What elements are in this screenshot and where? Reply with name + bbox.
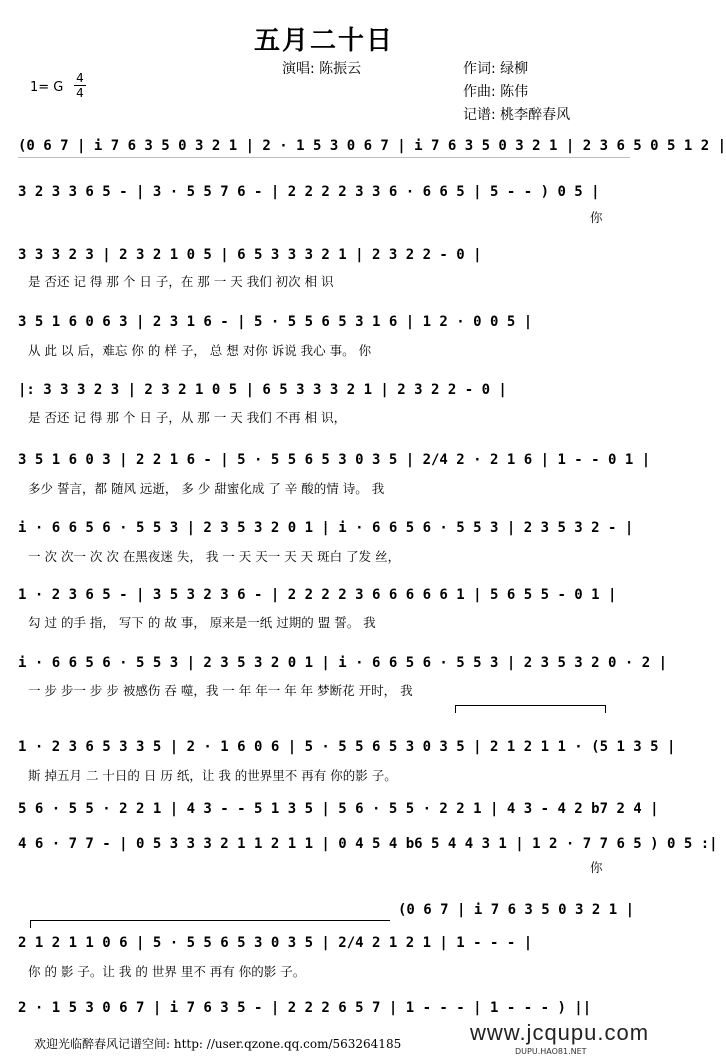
footer-text: 欢迎光临醉春风记谱空间: http: //user.qzone.qq.com/563264185 [34,1037,402,1051]
lyricist-credit: 作词: 绿柳 [463,61,529,77]
notation-row-15: 2 · 1 5 3 0 6 7 | i 7 6 3 5 - | 2 2 2 6 5 7 | 1 - - - | 1 - - - ) || [18,1000,592,1016]
notation-row-4: 3 5 1 6 0 6 3 | 2 3 1 6 - | 5 · 5 5 6 5 3 1 6 | 1 2 · 0 0 5 | [18,314,533,330]
time-signature [74,72,86,99]
key-signature: 1= G [30,80,64,95]
transcriber-credit: 记谱: 桃李醉春风 [463,107,571,123]
notation-row-10: 1 · 2 3 6 5 3 3 5 | 2 · 1 6 0 6 | 5 · 5 5 6 5 3 0 3 5 | 2 1 2 1 1 · (5 1 3 5 | [18,739,676,755]
notation-row-2: 3 2 3 3 6 5 - | 3 · 5 5 7 6 - | 2 2 2 2 3 3 6 · 6 6 5 | 5 - - ) 0 5 | [18,184,600,200]
singer-credit: 演唱: 陈振云 [282,61,362,77]
notation-row-5: |: 3 3 3 2 3 | 2 3 2 1 0 5 | 6 5 3 3 3 2 1 | 2 3 2 2 - 0 | [18,382,507,398]
notation-row-6: 3 5 1 6 0 3 | 2 2 1 6 - | 5 · 5 5 6 5 3 0 3 5 | 2/4 2 · 2 1 6 | 1 - - 0 1 | [18,452,651,468]
lyric-row-3: 是 否还 记 得 那 个 日 子，在 那 一 天 我们 初次 相 识 [28,274,334,289]
lyric-row-6: 多少 誓言，都 随风 远逝， 多 少 甜蜜化成 了 辛 酸的情 诗。 我 [28,481,385,496]
notation-row-3: 3 3 3 2 3 | 2 3 2 1 0 5 | 6 5 3 3 3 2 1 | 2 3 2 2 - 0 | [18,247,482,263]
notation-row-8: 1 · 2 3 6 5 - | 3 5 3 2 3 6 - | 2 2 2 2 3 6 6 6 6 6 1 | 5 6 5 5 - 0 1 | [18,587,617,603]
site-watermark-sub: DUPU.HAO81.NET [515,1047,587,1056]
lyric-row-7: 一 次 次一 次 次 在黑夜迷 失， 我 一 天 天一 天 天 斑白 了发 丝， [28,549,401,564]
notation-row-9: i · 6 6 5 6 · 5 5 3 | 2 3 5 3 2 0 1 | i · 6 6 5 6 · 5 5 3 | 2 3 5 3 2 0 · 2 | [18,655,668,671]
lyric-row-10: 斯 掉五月 二 十日的 日 历 纸，让 我 的世界里不 再有 你的影 子。 [28,768,397,783]
notation-row-14: 2 1 2 1 1 0 6 | 5 · 5 5 6 5 3 0 3 5 | 2/4 2 1 2 1 | 1 - - - | [18,935,533,951]
score-title: 五月二十日 [253,26,394,56]
notation-row-11: 5 6 · 5 5 · 2 2 1 | 4 3 - - 5 1 3 5 | 5 6 · 5 5 · 2 2 1 | 4 3 - 4 2 b7 2 4 | [18,801,659,817]
composer-credit: 作曲: 陈伟 [463,84,529,100]
lyric-row-5: 是 否还 记 得 那 个 日 子，从 那 一 天 我们 不再 相 识， [28,410,347,425]
lyric-row-4: 从 此 以 后，难忘 你 的 样 子， 总 想 对你 诉说 我心 事。 你 [28,343,372,358]
lyric-row-2: 你 [590,210,603,225]
time-signature-bottom: 4 [76,86,84,100]
lyric-row-8: 勾 过 的手 指， 写下 的 故 事， 原来是一纸 过期的 盟 誓。 我 [28,615,376,630]
lyric-row-9: 一 步 步一 步 步 被感伤 吞 噬，我 一 年 年一 年 年 梦断花 开时， 我 [28,683,413,698]
lyric-row-14: 你 的 影 子。让 我 的 世界 里不 再有 你的影 子。 [28,964,306,979]
notation-row-12: 4 6 · 7 7 - | 0 5 3 3 3 2 1 1 2 1 1 | 0 4 5 4 b6 5 4 4 3 1 | 1 2 · 7 7 6 5 ) 0 5 :| [18,836,718,852]
site-watermark: www.jcqupu.com [470,1020,650,1045]
notation-row-1: (0 6 7 | i 7 6 3 5 0 3 2 1 | 2 · 1 5 3 0 6 7 | i 7 6 3 5 0 3 2 1 | 2 3 6 5 0 5 1 2 | [18,138,726,154]
notation-row-7: i · 6 6 5 6 · 5 5 3 | 2 3 5 3 2 0 1 | i · 6 6 5 6 · 5 5 3 | 2 3 5 3 2 - | [18,520,634,536]
notation-row-13: (0 6 7 | i 7 6 3 5 0 3 2 1 | [398,902,635,918]
time-signature-top: 4 [76,71,84,85]
lyric-row-12: 你 [590,860,603,875]
